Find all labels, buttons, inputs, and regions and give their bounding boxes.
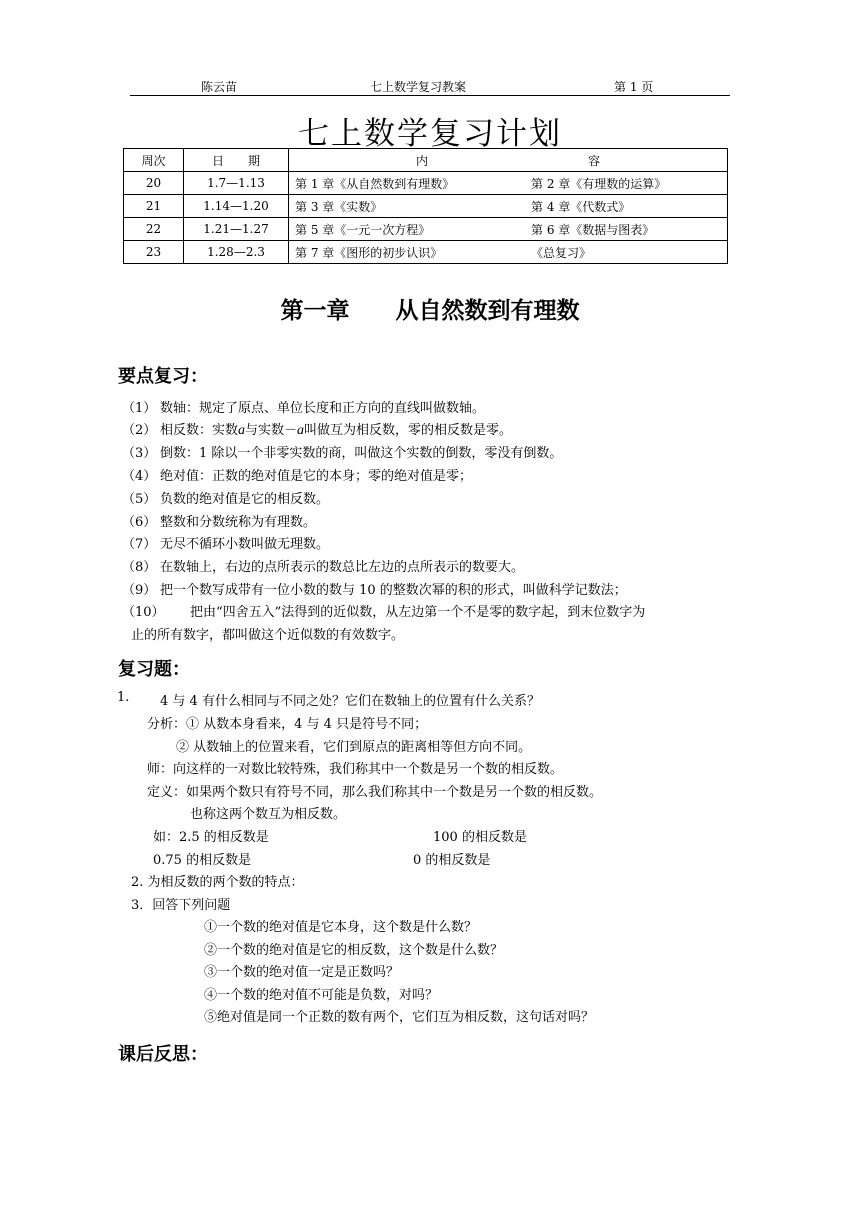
item-text: 负数的绝对值是它的相反数。 xyxy=(160,492,330,507)
question-1: 4 与 4 有什么相同与不同之处？它们在数轴上的位置有什么关系？ xyxy=(160,694,540,709)
teacher-note: 师：向这样的一对数比较特殊，我们称其中一个数是另一个数的相反数。 xyxy=(147,762,564,777)
item-text: 在数轴上，右边的点所表示的数总比左边的点所表示的数要大。 xyxy=(160,560,525,575)
key-point-item xyxy=(122,397,485,416)
cell-date: 1.28—2.3 xyxy=(184,241,289,264)
variable-a: a xyxy=(238,423,246,438)
item-text: 整数和分数统称为有理数。 xyxy=(160,515,317,530)
cell-content-a: 第 5 章《一元一次方程》 xyxy=(295,222,431,237)
item-number: （8） xyxy=(122,560,157,575)
cell-date: 1.7—1.13 xyxy=(184,172,289,195)
key-point-item xyxy=(122,579,627,598)
example-b: 100 的相反数是 xyxy=(433,830,527,845)
cell-week: 23 xyxy=(124,241,184,264)
item-text-3: 叫做互为相反数，零的相反数是零。 xyxy=(304,423,513,438)
item-number: （6） xyxy=(122,515,157,530)
header-content-2: 容 xyxy=(588,153,601,168)
question-1-number: 1. xyxy=(117,690,130,705)
cell-content-a: 第 3 章《实数》 xyxy=(295,199,383,214)
item-text: 数轴：规定了原点、单位长度和正方向的直线叫做数轴。 xyxy=(160,401,486,416)
table-row xyxy=(124,241,728,264)
analysis-line-1: 分析：① 从数本身看来，4 与 4 只是符号不同； xyxy=(147,717,428,732)
key-point-item xyxy=(122,488,329,507)
header-doc-title: 七上数学复习教案 xyxy=(370,80,467,94)
example-d: 0 的相反数是 xyxy=(413,853,491,868)
question-2: 2. 为相反数的两个数的特点： xyxy=(131,875,304,890)
table-row xyxy=(124,195,728,218)
cell-content xyxy=(289,195,728,218)
sub-question: ③一个数的绝对值一定是正数吗？ xyxy=(204,965,400,980)
cell-content-a: 第 7 章《图形的初步认识》 xyxy=(295,245,443,260)
header-week: 周次 xyxy=(124,149,184,172)
item-number: （7） xyxy=(122,537,157,552)
key-point-item xyxy=(122,465,472,484)
key-points-heading: 要点复习： xyxy=(118,366,208,387)
item-text: 无尽不循环小数叫做无理数。 xyxy=(160,537,330,552)
analysis-line-2: ② 从数轴上的位置来看，它们到原点的距离相等但方向不同。 xyxy=(176,740,532,755)
table-row xyxy=(124,172,728,195)
item-number: （10） xyxy=(122,605,165,620)
cell-week: 20 xyxy=(124,172,184,195)
item-text-1: 相反数：实数 xyxy=(160,423,239,438)
sub-question: ⑤绝对值是同一个正数的数有两个，它们互为相反数，这句话对吗？ xyxy=(204,1010,595,1025)
exercises-heading: 复习题： xyxy=(118,659,190,680)
cell-week: 21 xyxy=(124,195,184,218)
sub-question: ②一个数的绝对值是它的相反数，这个数是什么数？ xyxy=(204,943,504,958)
header-author: 陈云苗 xyxy=(201,80,238,94)
item-text: 把由“四舍五入”法得到的近似数，从左边第一个不是零的数字起，到末位数字为 xyxy=(190,605,646,620)
question-3: 3．回答下列问题 xyxy=(131,898,231,913)
item-text: 倒数：1 除以一个非零实数的商，叫做这个实数的倒数，零没有倒数。 xyxy=(160,446,563,461)
item-number: （1） xyxy=(122,401,157,416)
cell-date: 1.21—1.27 xyxy=(184,218,289,241)
cell-content-b: 第 6 章《数据与图表》 xyxy=(531,222,655,237)
reflection-heading: 课后反思： xyxy=(118,1044,208,1065)
cell-content xyxy=(289,241,728,264)
example-c: 0.75 的相反数是 xyxy=(153,853,252,868)
key-point-item xyxy=(122,601,645,620)
item-text: 绝对值：正数的绝对值是它的本身；零的绝对值是零； xyxy=(160,469,473,484)
item-number: （9） xyxy=(122,583,157,598)
table-row xyxy=(124,218,728,241)
cell-content-b: 《总复习》 xyxy=(531,245,592,260)
key-point-item xyxy=(122,442,562,461)
header-date: 日 期 xyxy=(184,149,289,172)
header-content-1: 内 xyxy=(415,153,428,168)
item-number: （2） xyxy=(122,423,157,438)
definition-line-2: 也称这两个数互为相反数。 xyxy=(190,807,347,822)
example-a: 如：2.5 的相反数是 xyxy=(153,830,269,845)
cell-content xyxy=(289,218,728,241)
cell-week: 22 xyxy=(124,218,184,241)
cell-content-b: 第 4 章《代数式》 xyxy=(531,199,631,214)
header-rule xyxy=(130,95,730,96)
item-number: （3） xyxy=(122,446,157,461)
item-number: （4） xyxy=(122,469,157,484)
header-content xyxy=(289,149,728,172)
variable-a: a xyxy=(297,423,305,438)
item-text-2: 与实数－ xyxy=(245,423,298,438)
key-point-item xyxy=(122,556,524,575)
item-number: （5） xyxy=(122,492,157,507)
page-title: 七上数学复习计划 xyxy=(298,116,562,152)
key-point-continuation: 止的所有数字，都叫做这个近似数的有效数字。 xyxy=(131,628,405,643)
key-point-item xyxy=(122,419,512,439)
header-page-number: 第 1 页 xyxy=(614,80,654,94)
cell-content-b: 第 2 章《有理数的运算》 xyxy=(531,176,667,191)
cell-date: 1.14—1.20 xyxy=(184,195,289,218)
sub-question: ①一个数的绝对值是它本身，这个数是什么数？ xyxy=(204,920,478,935)
item-text: 把一个数写成带有一位小数的数与 10 的整数次幂的积的形式，叫做科学记数法； xyxy=(160,583,627,598)
schedule-table xyxy=(123,148,728,264)
key-point-item xyxy=(122,511,316,530)
chapter-title: 第一章 从自然数到有理数 xyxy=(280,298,580,324)
cell-content-a: 第 1 章《从自然数到有理数》 xyxy=(295,176,455,191)
definition-line-1: 定义：如果两个数只有符号不同，那么我们称其中一个数是另一个数的相反数。 xyxy=(147,785,603,800)
key-point-item xyxy=(122,533,329,552)
sub-question: ④一个数的绝对值不可能是负数，对吗？ xyxy=(204,988,439,1003)
table-header-row xyxy=(124,149,728,172)
cell-content xyxy=(289,172,728,195)
